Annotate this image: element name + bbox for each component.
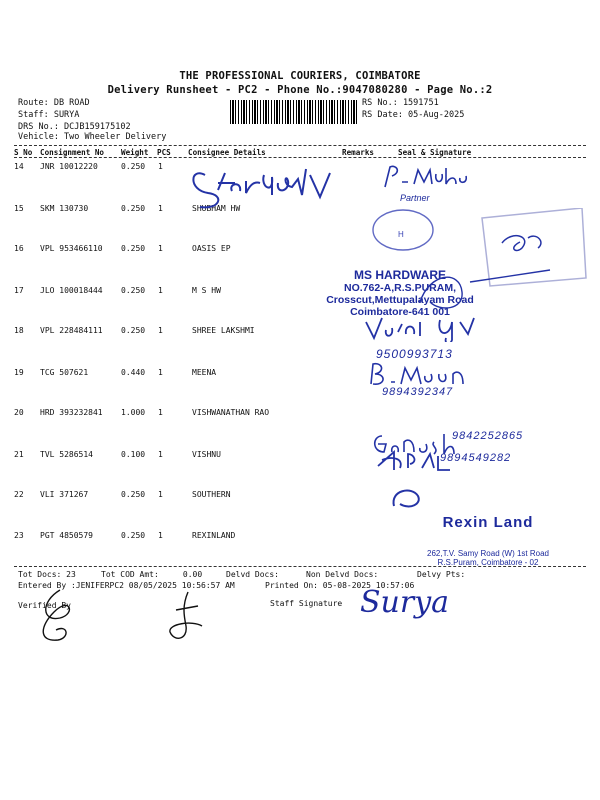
row-consignment: JLO 100018444 (40, 286, 103, 295)
col-consignment: Consignment No (40, 148, 105, 157)
row-pcs: 1 (158, 286, 163, 295)
barcode (230, 100, 358, 124)
row-consignee: SOUTHERN (192, 490, 231, 499)
verified-by: Verified By (18, 601, 71, 610)
standard-hw-signature (180, 155, 350, 220)
total-cod-amount: Tot COD Amt: 0.00 (101, 570, 203, 579)
delivery-points: Delvy Pts: (417, 570, 466, 579)
runsheet-subtitle: Delivery Runsheet - PC2 - Phone No.:9047080280 - Page No.:2 (107, 84, 493, 96)
row-weight: 0.250 (121, 162, 146, 171)
row-sno: 18 (14, 326, 24, 335)
col-pcs: PCS (157, 148, 171, 157)
row18-signature (360, 312, 500, 342)
row-pcs: 1 (158, 368, 163, 377)
row-consignment: TVL 5286514 (40, 450, 93, 459)
row-consignee: REXINLAND (192, 531, 236, 540)
row-consignment: SKM 130730 (40, 204, 89, 213)
company-title: THE PROFESSIONAL COURIERS, COIMBATORE (179, 70, 421, 82)
printed-on: Printed On: 05-08-2025 10:57:06 (265, 581, 415, 590)
row-sno: 19 (14, 368, 24, 377)
col-sno: S No (14, 148, 33, 157)
header-rule-top (14, 145, 586, 146)
row-sno: 23 (14, 531, 24, 540)
drs-number: DRS No.: DCJB159175102 (18, 122, 131, 132)
row-consignment: TCG 507621 (40, 368, 89, 377)
verified-signature-2 (162, 586, 208, 646)
row-consignee: OASIS EP (192, 244, 231, 253)
round-seal (368, 205, 438, 255)
rs-date: RS Date: 05-Aug-2025 (362, 110, 465, 120)
row-weight: 0.250 (121, 244, 146, 253)
non-delivered-docs: Non Delvd Docs: (306, 570, 379, 579)
row-sno: 22 (14, 490, 24, 499)
b-meena-signature (365, 360, 475, 388)
phone-handwriting-2: 9894392347 (382, 386, 454, 398)
ms-hardware-address-3: Coimbatore-641 001 (350, 306, 450, 318)
ms-hardware-address-1: NO.762-A,R.S.PURAM, (343, 282, 457, 294)
row-consignment: HRD 393232841 (40, 408, 103, 417)
row-pcs: 1 (158, 531, 163, 540)
row-consignment: VPL 953466110 (40, 244, 103, 253)
phone-handwriting-1: 9500993713 (376, 347, 453, 361)
row-weight: 0.250 (121, 326, 146, 335)
row-weight: 0.440 (121, 368, 146, 377)
ms-hardware-address-2: Crosscut,Mettupalayam Road (326, 294, 474, 306)
delivered-docs: Delvd Docs: (226, 570, 279, 579)
ms-hardware-name: MS HARDWARE (354, 268, 446, 282)
row-consignment: PGT 4850579 (40, 531, 93, 540)
col-consignee: Consignee Details (188, 148, 266, 157)
row-pcs: 1 (158, 162, 163, 171)
staff-signature-label: Staff Signature (270, 599, 343, 608)
rexin-land-address-1: 262,T.V. Samy Road (W) 1st Road (427, 549, 549, 558)
col-remarks: Remarks (342, 148, 375, 157)
row-pcs: 1 (158, 326, 163, 335)
rexin-land-name: Rexin Land (442, 514, 534, 531)
phone-handwriting-3: 9842252865 (452, 430, 524, 442)
row-weight: 0.250 (121, 531, 146, 540)
row-pcs: 1 (158, 450, 163, 459)
vehicle-label: Vehicle: Two Wheeler Delivery (18, 132, 167, 142)
row-sno: 14 (14, 162, 24, 171)
rexin-land-address-2: R.S.Puram, Coimbatore - 02 (437, 558, 539, 567)
svg-text:H: H (398, 230, 404, 239)
p-maher-signature (380, 162, 470, 192)
row-consignee: SHREE LAKSHMI (192, 326, 255, 335)
total-docs: Tot Docs: 23 (18, 570, 76, 579)
row-sno: 16 (14, 244, 24, 253)
row-weight: 0.100 (121, 450, 146, 459)
row-sno: 17 (14, 286, 24, 295)
partner-handwriting: Partner (400, 193, 430, 203)
row-sno: 20 (14, 408, 24, 417)
entered-by: Entered By :JENIFERPC2 08/05/2025 10:56:57 AM (18, 581, 235, 590)
row-consignee: SHUBHAM HW (192, 204, 241, 213)
phone-handwriting-4: 9894549282 (440, 452, 512, 464)
row-weight: 0.250 (121, 204, 146, 213)
row-sno: 15 (14, 204, 24, 213)
row22-scribble (388, 482, 428, 512)
col-weight: Weight (121, 148, 149, 157)
row-weight: 1.000 (121, 408, 146, 417)
row-pcs: 1 (158, 244, 163, 253)
row-pcs: 1 (158, 204, 163, 213)
rexin-land-stamp (398, 514, 578, 567)
row-sno: 21 (14, 450, 24, 459)
row-consignment: VPL 228484111 (40, 326, 103, 335)
row-weight: 0.250 (121, 286, 146, 295)
row-pcs: 1 (158, 408, 163, 417)
row-consignee: VISHNU (192, 450, 221, 459)
row-weight: 0.250 (121, 490, 146, 499)
rs-number: RS No.: 1591751 (362, 98, 439, 108)
row-consignee: M S HW (192, 286, 221, 295)
verified-signature-1 (30, 582, 90, 646)
row-consignee: MEENA (192, 368, 217, 377)
row-consignee: VISHWANATHAN RAO (192, 408, 270, 417)
staff-signature-surya: Surya (360, 585, 450, 620)
col-seal-signature: Seal & Signature (398, 148, 472, 157)
row-consignment: VLI 371267 (40, 490, 89, 499)
row-consignment: JNR 10012220 (40, 162, 98, 171)
row-pcs: 1 (158, 490, 163, 499)
route-label: Route: DB ROAD (18, 98, 90, 108)
staff-label: Staff: SURYA (18, 110, 80, 120)
